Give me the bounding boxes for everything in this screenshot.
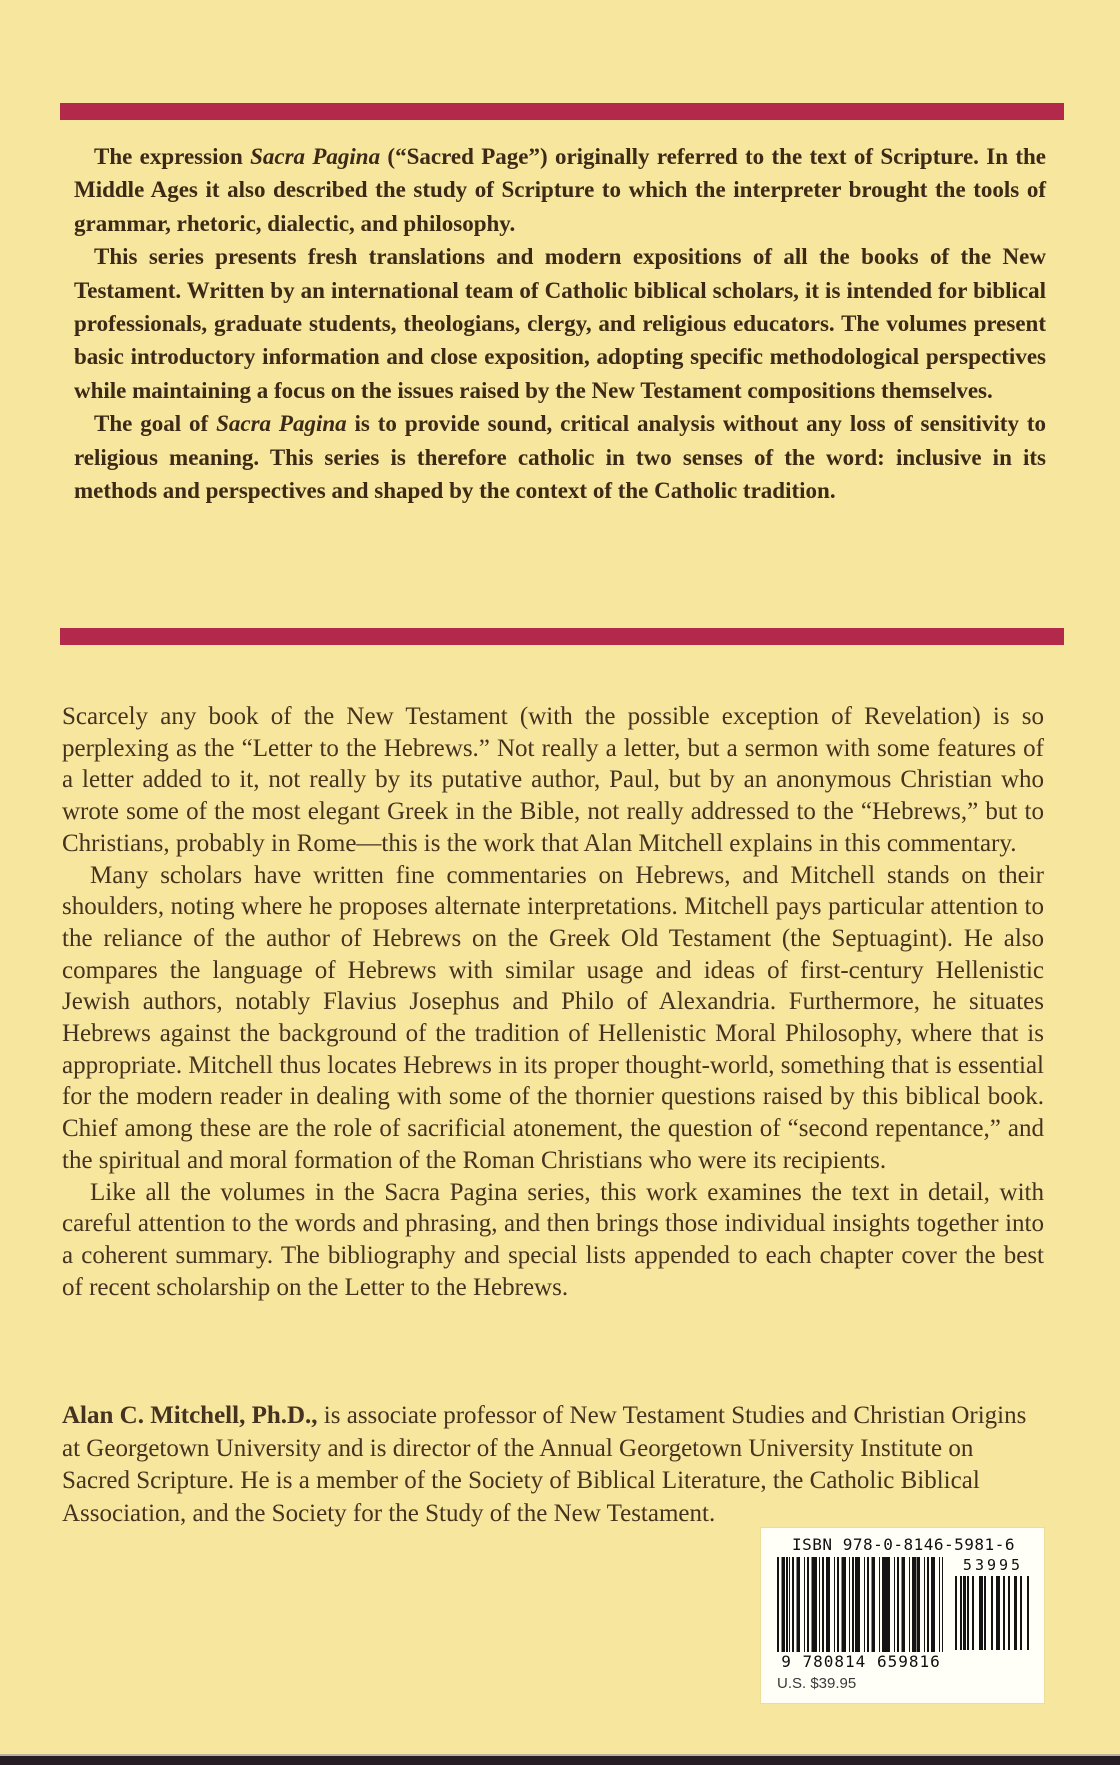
middle-rule bbox=[60, 628, 1064, 645]
book-description bbox=[62, 701, 1044, 1303]
series-paragraph-3 bbox=[74, 407, 1046, 507]
price-addon-column bbox=[955, 1557, 1031, 1671]
barcode-row bbox=[773, 1557, 1034, 1671]
series-p1-text-cont: (“Sacred Page”) originally referred to the text of Scripture. In the Middle Ages it also described the study of Scripture to which the interpreter brought the tools of grammar, rhetoric, dialectic, and philosophy. bbox=[74, 144, 1046, 236]
series-blurb bbox=[74, 140, 1046, 507]
series-paragraph-2 bbox=[74, 240, 1046, 407]
series-p3-text-cont: is to provide sound, critical analysis without any loss of sensitivity to religious meaning. This series is therefore catholic in two senses of the word: inclusive in its methods and perspectives and shaped by the context of the Catholic tradition. bbox=[74, 411, 1046, 504]
series-title-italic: Sacra Pagina bbox=[216, 411, 347, 437]
series-p1-text: The expression bbox=[94, 144, 251, 169]
series-p3-text: The goal of bbox=[94, 411, 217, 437]
barcode-panel bbox=[761, 1528, 1044, 1703]
author-bio-text: is associate professor of New Testament Studies and Christian Origins at Georgetown University and is director of the Annual Georgetown University Institute on Sacred Scripture. He is a member of the Society of Biblical Literature, the Catholic Biblical Association, and the Society for the Study of the New Testament. bbox=[62, 1402, 1027, 1527]
isbn-number: ISBN 978-0-8146-5981-6 bbox=[792, 1535, 1015, 1554]
bottom-edge-rule bbox=[0, 1754, 1120, 1765]
series-paragraph-1 bbox=[74, 140, 1046, 240]
ean-digits: 9 780814 659816 bbox=[781, 1652, 941, 1671]
description-paragraph-2: Many scholars have written fine commentaries on Hebrews, and Mitchell stands on their shoulders, noting where he proposes alternate interpretations. Mitchell pays particular attention to the reliance of the author of Hebrews on the Greek Old Testament (the Septuagint). He also compares the language of Hebrews with similar usage and ideas of first-century Hellenistic Jewish authors, notably Flavius Josephus and Philo of Alexandria. Furthermore, he situates Hebrews against the background of the tradition of Hellenistic Moral Philosophy, where that is appropriate. Mitchell thus locates Hebrews in its proper thought-world, something that is essential for the modern reader in dealing with some of the thornier questions raised by this biblical book. Chief among these are the role of sacrificial atonement, the question of “second repentance,” and the spiritual and moral formation of the Roman Christians who were its recipients. bbox=[62, 861, 1044, 1174]
series-title-italic: Sacra Pagina bbox=[250, 144, 381, 169]
price-addon-barcode bbox=[955, 1576, 1029, 1650]
price-label: U.S. $39.95 bbox=[777, 1675, 857, 1692]
author-bio bbox=[62, 1400, 1044, 1703]
price-addon-code: 53995 bbox=[962, 1556, 1024, 1574]
description-paragraph-3: Like all the volumes in the Sacra Pagina series, this work examines the text in detail, with careful attention to the words and phrasing, and then brings those individual insights together into a coherent summary. The bibliography and special lists appended to each chapter cover the best of recent scholarship on the Letter to the Hebrews. bbox=[62, 1178, 1044, 1301]
author-name: Alan C. Mitchell, Ph.D., bbox=[62, 1402, 318, 1429]
top-rule bbox=[60, 103, 1064, 120]
series-p2-text: This series presents fresh translations and modern expositions of all the books of the New Testament. Written by an international team of Catholic biblical scholars, it is intended for biblical professionals, graduate students, theologians, clergy, and religious educators. The volumes present basic introductory information and close exposition, adopting specific methodological perspectives while maintaining a focus on the issues raised by the New Testament compositions themselves. bbox=[74, 244, 1046, 403]
description-paragraph-1: Scarcely any book of the New Testament (with the possible exception of Revelation) is so perplexing as the “Letter to the Hebrews.” Not really a letter, but a sermon with some features of a letter added to it, not really by its putative author, Paul, but by an anonymous Christian who wrote some of the most elegant Greek in the Bible, not really addressed to the “Hebrews,” but to Christians, probably in Rome—this is the work that Alan Mitchell explains in this commentary. bbox=[62, 703, 1044, 857]
ean-barcode bbox=[777, 1557, 943, 1652]
ean-barcode-column bbox=[777, 1557, 945, 1671]
